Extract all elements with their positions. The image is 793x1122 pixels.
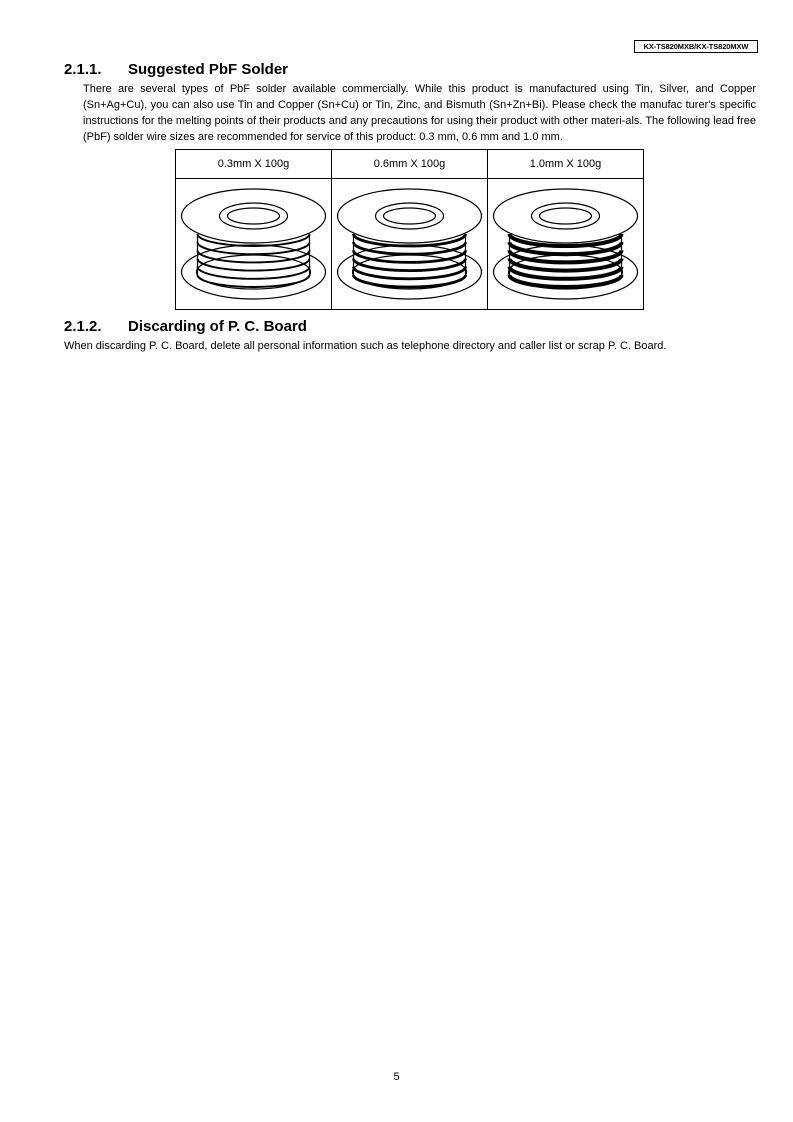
solder-size-table: [175, 149, 644, 310]
section-title: Suggested PbF Solder: [128, 61, 289, 78]
section-paragraph: There are several types of PbF solder available commercially. While this product is manufactured using Tin, Silver, and Copper (Sn+Ag+Cu), you can also use Tin and Copper (Sn+Cu) or Tin, Zinc, and Bismuth (Sn+Zn+Bi). Please check the manufac turer's specific instructions for the melting points of their products and any precautions for using their product with other materi-als. The following lead free (PbF) solder wire sizes are recommended for service of this product: 0.3 mm, 0.6 mm and 1.0 mm.: [83, 83, 756, 143]
spool-label-cell: 0.6mm X 100g: [332, 150, 488, 179]
solder-spool-icon: [488, 179, 643, 304]
spool-image-cell: [332, 179, 488, 310]
spool-label-cell: 1.0mm X 100g: [488, 150, 644, 179]
section-number: 2.1.2.: [64, 318, 102, 335]
section-paragraph: When discarding P. C. Board, delete all personal information such as telephone directory and caller list or scrap P. C. Board.: [64, 340, 667, 352]
section-number: 2.1.1.: [64, 61, 102, 78]
spool-image-cell: [176, 179, 332, 310]
section-title: Discarding of P. C. Board: [128, 318, 307, 335]
spool-image-cell: [488, 179, 644, 310]
page-number: 5: [393, 1071, 400, 1083]
solder-spool-icon: [332, 179, 487, 304]
solder-spool-icon: [176, 179, 331, 304]
section-heading-discarding-pc-board: [64, 318, 307, 335]
section-heading-suggested-pbf-solder: [64, 61, 288, 78]
spool-label-cell: 0.3mm X 100g: [176, 150, 332, 179]
model-number-box: KX-TS820MXB/KX-TS820MXW: [634, 40, 758, 53]
